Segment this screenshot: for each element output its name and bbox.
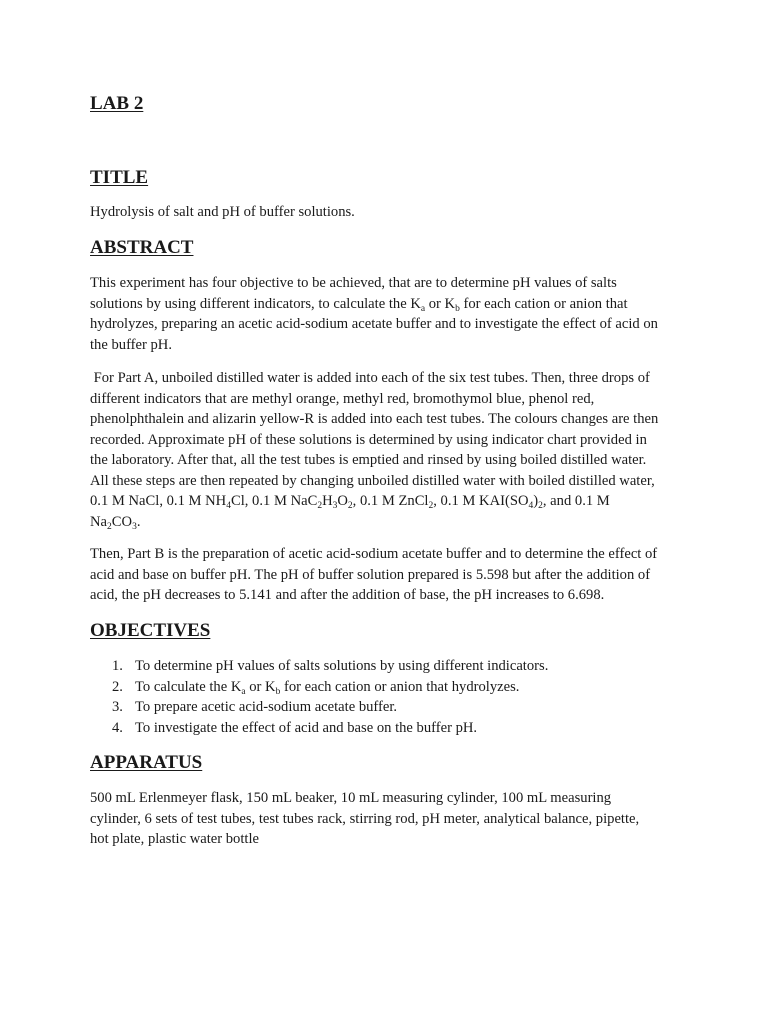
- objective-number: 2.: [112, 678, 123, 695]
- text-line: phenolphthalein and alizarin yellow-R is added into each test tubes. The colours changes are then: [90, 411, 659, 427]
- objective-text: To determine pH values of salts solutions by using different indicators.: [135, 658, 549, 674]
- text-line: solutions by using different indicators, to calculate the $K_a$ or $K_b$ for each cation or anion that: [90, 295, 628, 314]
- objectives-heading: OBJECTIVES: [90, 620, 211, 641]
- objective-text: To calculate the $K_a$ or $K_b$ for each cation or anion that hydrolyzes.: [135, 678, 520, 697]
- text-line: acid, the pH decreases to 5.141 and after the addition of base, the pH increases to 6.698.: [90, 587, 605, 603]
- objective-item: [90, 718, 548, 739]
- text-line: 500 mL Erlenmeyer flask, 150 mL beaker, 10 mL measuring cylinder, 100 mL measuring: [90, 790, 612, 806]
- text-line: hot plate, plastic water bottle: [90, 831, 259, 847]
- abstract-heading: ABSTRACT: [90, 237, 194, 258]
- text-line: For Part A, unboiled distilled water is added into each of the six test tubes. Then, three drops of: [90, 370, 650, 386]
- objective-item: [90, 697, 548, 718]
- abstract-paragraph-2: [90, 368, 682, 532]
- objective-text: To investigate the effect of acid and base on the buffer pH.: [135, 719, 478, 736]
- text-line: Then, Part B is the preparation of acetic acid-sodium acetate buffer and to determine the effect of: [90, 546, 658, 562]
- chemical-list-line: $Na_2CO_3$.: [90, 513, 141, 532]
- text-line: This experiment has four objective to be achieved, that are to determine pH values of salts: [90, 275, 617, 291]
- text-line: acid and base on buffer pH. The pH of buffer solution prepared is 5.598 but after the addition of: [90, 566, 651, 583]
- abstract-paragraph-1: [90, 273, 682, 355]
- objective-number: 1.: [112, 658, 123, 674]
- text-line: recorded. Approximate pH of these solutions is determined by using indicator chart provided in: [90, 431, 647, 448]
- objective-text: To prepare acetic acid-sodium acetate buffer.: [135, 699, 398, 715]
- objective-item: [90, 656, 548, 677]
- text-line: the laboratory. After that, all the test tubes is emptied and rinsed by using boiled distilled water.: [90, 452, 647, 468]
- objective-number: 3.: [112, 699, 123, 715]
- apparatus-paragraph: [90, 788, 682, 850]
- objectives-list: [90, 656, 548, 738]
- title-heading: TITLE: [90, 167, 149, 188]
- objective-item: [90, 677, 548, 698]
- text-line: cylinder, 6 sets of test tubes, test tubes rack, stirring rod, pH meter, analytical balance, pipette,: [90, 810, 640, 827]
- text-line: the buffer pH.: [90, 336, 172, 353]
- text-line: different indicators that are methyl orange, methyl red, bromothymol blue, phenol red,: [90, 390, 595, 407]
- abstract-paragraph-3: [90, 544, 682, 606]
- lab-heading: LAB 2: [90, 93, 144, 114]
- objective-number: 4.: [112, 719, 123, 736]
- chemical-list-line: 0.1 M NaCl, 0.1 M $NH_4Cl$, 0.1 M $NaC_2H_3O_2$, 0.1 M ZnCl$_2$, 0.1 M $KAI(SO_4)_2$, and 0.1 M: [90, 493, 610, 511]
- text-line: All these steps are then repeated by changing unboiled distilled water with boiled distilled water,: [90, 472, 655, 489]
- title-text: Hydrolysis of salt and pH of buffer solutions.: [90, 204, 355, 220]
- apparatus-heading: APPARATUS: [90, 752, 203, 773]
- text-line: hydrolyzes, preparing an acetic acid-sodium acetate buffer and to investigate the effect of acid on: [90, 316, 658, 332]
